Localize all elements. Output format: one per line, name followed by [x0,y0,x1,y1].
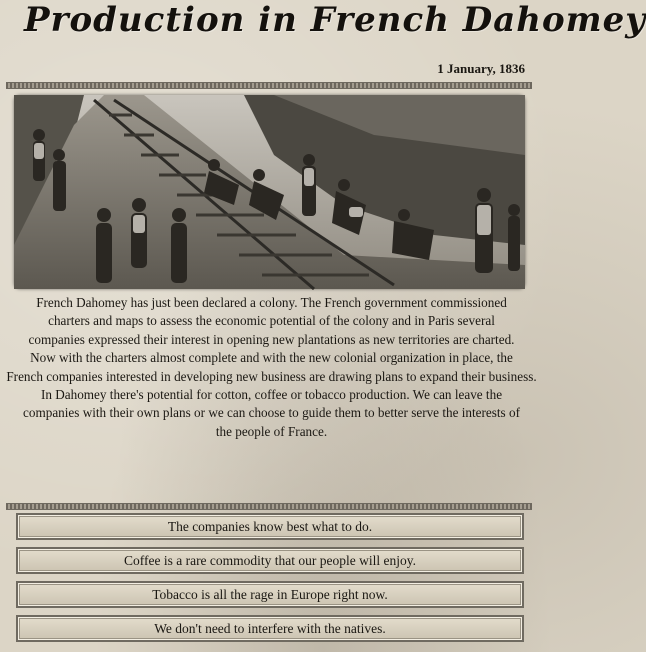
event-photo [14,95,525,289]
option-button-1[interactable]: The companies know best what to do. [16,513,524,540]
option-button-3[interactable]: Tobacco is all the rage in Europe right now. [16,581,524,608]
option-button-2[interactable]: Coffee is a rare commodity that our people will enjoy. [16,547,524,574]
bottom-divider [6,503,532,510]
option-button-4[interactable]: We don't need to interfere with the natives. [16,615,524,642]
event-title: Production in French Dahomey [24,0,646,40]
event-date: 1 January, 1836 [437,61,525,76]
top-divider [6,82,532,89]
event-description: French Dahomey has just been declared a colony. The French government commissioned charters and maps to assess the economic potential of the colony and in Paris several companies expressed their interest in opening new plantations as new territories are charted. Now with the charters almost complete and with the new colonial organization in place, the French companies interested in developing new business are drawing plans to expand their business. In Dahomey there's potential for cotton, coffee or tobacco production. We can leave the companies with their own plans or we can choose to guide them to better serve the interests of the people of France. [6,295,537,439]
event-options [16,513,524,649]
railway-workers-photo [14,95,525,289]
